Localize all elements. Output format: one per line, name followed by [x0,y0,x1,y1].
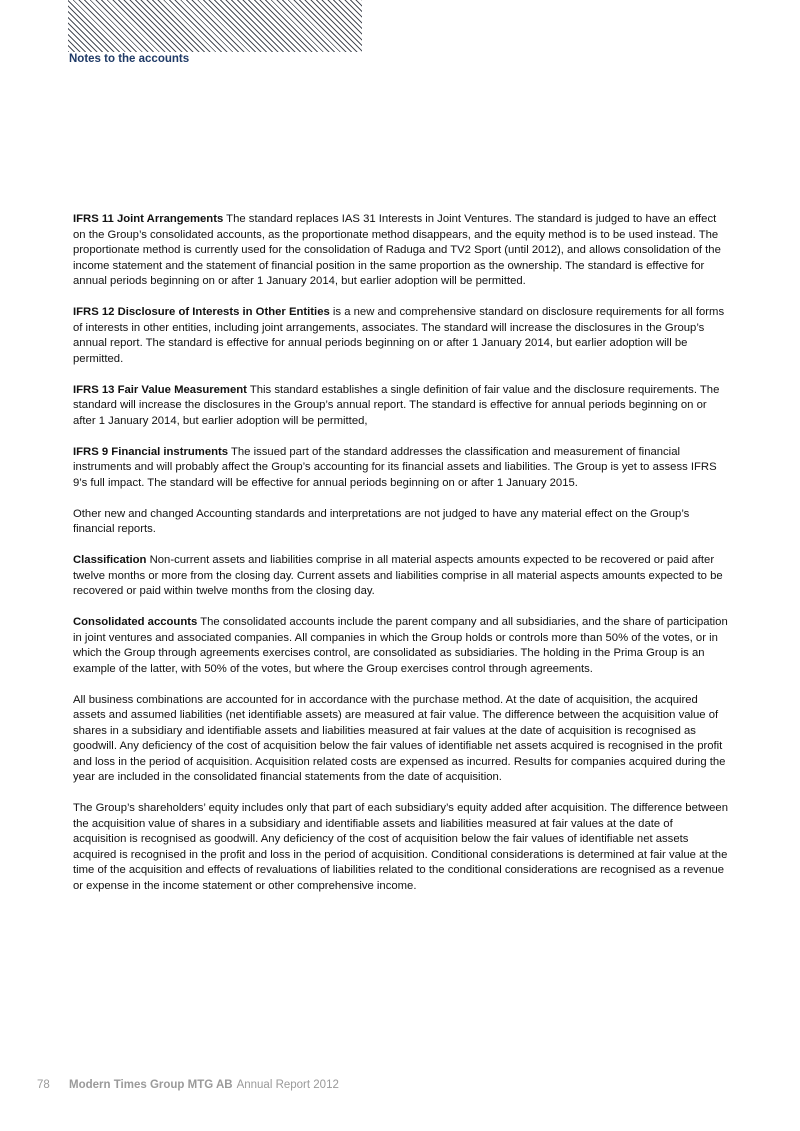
paragraph-shareholders-equity [73,801,729,894]
section-title: Notes to the accounts [69,53,190,65]
paragraph-text: Non-current assets and liabilities comprise in all material aspects amounts expected to be recovered or paid after twelve months or more from the closing day. Current assets and liabilities comprise in all material aspects amounts expected to be recovered or paid within twelve months from the closing day. [73,554,723,597]
paragraph-classification [73,553,729,600]
paragraph-lead: IFRS 9 Financial instruments [73,445,229,458]
notes-body [73,212,729,910]
footer-report: Annual Report 2012 [236,1079,339,1091]
paragraph-ifrs12 [73,305,729,367]
paragraph-text: Other new and changed Accounting standards and interpretations are not judged to have any material effect on the Group’s financial reports. [73,507,690,535]
paragraph-text: All business combinations are accounted for in accordance with the purchase method. At the date of acquisition, the acquired assets and assumed liabilities (net identifiable assets) are measured at fair value. The difference between the acquisition value of shares in a subsidiary and identifiable assets and liabilities measured at fair values at the date of acquisition is recognised as goodwill. Any deficiency of the cost of acquisition below the fair values of identifiable net assets acquired is recognised in the profit and loss in the period of acquisition. Acquisition related costs are expensed as incurred. Results for companies acquired during the year are included in the consolidated financial statements from the date of acquisition. [73,693,726,783]
paragraph-text: The consolidated accounts include the parent company and all subsidiaries, and the share of participation in joint ventures and associated companies. All companies in which the Group holds or controls more than 50% of the votes, or in which the Group through agreements exercises control, are consolidated as subsidiaries. The holding in the Prima Group is an example of the latter, with 50% of the votes, but where the Group exercises control through agreements. [73,616,728,675]
footer-company: Modern Times Group MTG AB [69,1079,233,1091]
paragraph-lead: IFRS 12 Disclosure of Interests in Other Entities [73,306,330,318]
paragraph-lead: IFRS 13 Fair Value Measurement [73,383,247,396]
page-number: 78 [37,1079,50,1091]
paragraph-text: This standard establishes a single definition of fair value and the disclosure requirements. The standard will increase the disclosures in the Group’s annual report. The standard is effective for annual periods beginning on or after 1 January 2014, but earlier adoption will be permitted, [73,383,720,427]
paragraph-text: The standard replaces IAS 31 Interests in Joint Ventures. The standard is judged to have an effect on the Group’s consolidated accounts, as the proportionate method disappears, and the equity method is to be used instead. The proportionate method is currently used for the consolidation of Raduga and TV2 Sport (until 2012), and allows consolidation of the income statement and the statement of financial position in the same proportion as the ownership. The standard is effective for annual periods beginning on or after 1 January 2014, but earlier adoption will be permitted. [73,213,721,287]
paragraph-ifrs11 [73,212,729,290]
page-footer [37,1079,339,1091]
paragraph-consolidated-accounts [73,615,729,677]
paragraph-lead: Classification [73,554,147,566]
paragraph-lead: Consolidated accounts [73,616,198,628]
header-hatch-pattern [68,0,362,52]
paragraph-text: The Group’s shareholders’ equity includes only that part of each subsidiary’s equity added after acquisition. The difference between the acquisition value of shares in a subsidiary and identifiable assets and liabilities measured at fair values at the date of acquisition is recognised as goodwill. Any deficiency of the cost of acquisition below the fair values of identifiable net assets acquired is recognised in the profit and loss in the period of acquisition. Conditional considerations is determined at fair value at the time of the acquisition and effects of revaluations of liabilities related to the conditional considerations are recognised as a revenue or expense in the income statement or other comprehensive income. [73,802,728,892]
paragraph-lead: IFRS 11 Joint Arrangements [73,213,224,225]
paragraph-text: is a new and comprehensive standard on disclosure requirements for all forms of interests in other entities, including joint arrangements, associates. The standard will increase the disclosures in the Group’s annual report. The standard is effective for annual periods beginning on or after 1 January 2014, but earlier adoption will be permitted. [73,306,725,365]
paragraph-business-combinations [73,693,729,786]
paragraph-ifrs9 [73,445,729,492]
paragraph-other-standards [73,507,729,538]
paragraph-ifrs13 [73,383,729,430]
paragraph-text: The issued part of the standard addresses the classification and measurement of financial instruments and will probably affect the Group’s accounting for its financial assets and liabilities. The Group is yet to assess IFRS 9’s full impact. The standard will be effective for annual periods beginning on or after 1 January 2015. [73,445,717,489]
